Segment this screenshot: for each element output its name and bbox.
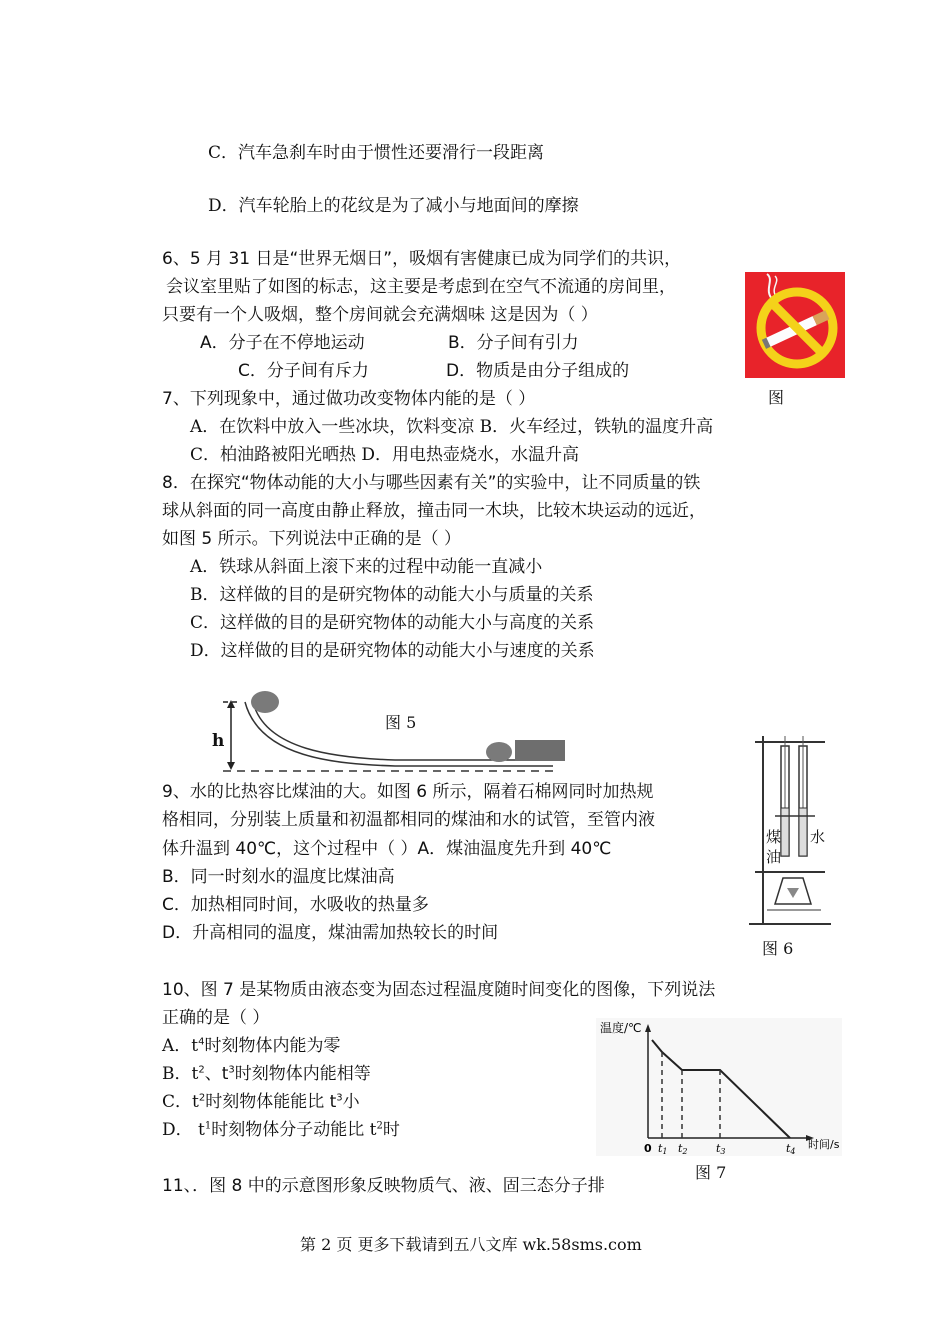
figure-6-kerosene-label-2: 油 <box>766 848 782 866</box>
q7-options-ab: A．在饮料中放入一些冰块，饮料变凉 B．火车经过，铁轨的温度升高 <box>190 417 714 437</box>
q8-option-a: A．铁球从斜面上滚下来的过程中动能一直减小 <box>190 557 543 577</box>
q8-option-b: B．这样做的目的是研究物体的动能大小与质量的关系 <box>190 585 594 605</box>
figure-6-caption: 图 6 <box>762 939 794 958</box>
q10-option-d: D． $t^1$时刻物体分子动能比 $t^2$时 <box>162 1120 400 1140</box>
figure-6-water-label: 水 <box>810 828 826 846</box>
q8-stem-line3: 如图 5 所示。下列说法中正确的是（ ） <box>162 529 462 549</box>
q9-option-b: B．同一时刻水的温度比煤油高 <box>162 867 395 887</box>
q9-stem-line1: 9、水的比热容比煤油的大。如图 6 所示，隔着石棉网同时加热规 <box>162 782 654 802</box>
q10-option-a: A．$t^4$时刻物体内能为零 <box>162 1036 341 1056</box>
q8-stem-line1: 8．在探究“物体动能的大小与哪些因素有关”的实验中，让不同质量的铁 <box>162 473 701 493</box>
q9-stem-line2: 格相同，分别装上质量和初温都相同的煤油和水的试管，至管内液 <box>162 810 655 830</box>
q6-figure-caption: 图 <box>768 388 785 407</box>
q10-stem-line2: 正确的是（ ） <box>162 1008 270 1028</box>
q11-stem-line1: 11、．图 8 中的示意图形象反映物质气、液、固三态分子排 <box>162 1176 605 1196</box>
figure-7-origin: 0 <box>644 1142 652 1155</box>
figure-5-ramp-diagram <box>205 688 570 778</box>
q8-option-c: C．这样做的目的是研究物体的动能大小与高度的关系 <box>190 613 595 633</box>
figure-7-t4-sub: 4 <box>790 1147 796 1156</box>
figure-7-ylabel: 温度/℃ <box>600 1021 642 1035</box>
q9-stem-line3: 体升温到 40℃，这个过程中（ ）A．煤油温度先升到 40℃ <box>162 839 612 859</box>
q6-option-d: D．物质是由分子组成的 <box>446 361 630 381</box>
q9-option-d: D．升高相同的温度，煤油需加热较长的时间 <box>162 923 499 943</box>
q6-option-b: B．分子间有引力 <box>448 333 579 353</box>
q6-stem-line3: 只要有一个人吸烟，整个房间就会充满烟味 这是因为（ ） <box>162 305 598 325</box>
figure-7-caption: 图 7 <box>695 1163 727 1182</box>
figure-7-t2-sub: 2 <box>682 1147 688 1156</box>
figure-5-caption: 图 5 <box>385 713 417 732</box>
figure-6-kerosene-label-1: 煤 <box>766 828 782 846</box>
q5-option-c: C．汽车急刹车时由于惯性还要滑行一段距离 <box>208 143 545 163</box>
figure-7-t1-sub: 1 <box>662 1147 668 1156</box>
q6-stem-line1: 6、5 月 31 日是“世界无烟日”，吸烟有害健康已成为同学们的共识， <box>162 249 682 269</box>
figure-5-h-label: h <box>212 731 225 751</box>
q10-option-b: B．$t^2$、$t^3$时刻物体内能相等 <box>162 1064 371 1084</box>
figure-7-t2: t <box>678 1142 683 1155</box>
q10-option-c: C．$t^2$时刻物体能能比 $t^3$小 <box>162 1092 360 1112</box>
figure-7-t1: t <box>658 1142 663 1155</box>
q7-stem: 7、下列现象中，通过做功改变物体内能的是（ ） <box>162 389 536 409</box>
page-footer: 第 2 页 更多下载请到五八文库 wk.58sms.com <box>300 1235 642 1254</box>
q7-options-cd: C．柏油路被阳光晒热 D．用电热壶烧水，水温升高 <box>190 445 580 465</box>
q10-stem-line1: 10、图 7 是某物质由液态变为固态过程温度随时间变化的图像，下列说法 <box>162 980 716 1000</box>
figure-7-cooling-graph <box>596 1018 842 1156</box>
figure-7-t3-sub: 3 <box>720 1147 726 1156</box>
figure-7-t3: t <box>716 1142 721 1155</box>
figure-7-xlabel: 时间/s <box>808 1138 840 1151</box>
figure-7-t4: t <box>786 1142 791 1155</box>
no-smoking-sign <box>745 272 845 378</box>
q6-option-a: A．分子在不停地运动 <box>200 333 365 353</box>
q5-option-d: D．汽车轮胎上的花纹是为了减小与地面间的摩擦 <box>208 196 579 216</box>
no-smoking-icon <box>745 272 845 378</box>
q8-stem-line2: 球从斜面的同一高度由静止释放，撞击同一木块，比较木块运动的远近， <box>162 501 706 521</box>
q8-option-d: D．这样做的目的是研究物体的动能大小与速度的关系 <box>190 641 595 661</box>
q6-option-c: C．分子间有斥力 <box>238 361 369 381</box>
q9-option-c: C．加热相同时间，水吸收的热量多 <box>162 895 429 915</box>
q6-stem-line2: 会议室里贴了如图的标志，这主要是考虑到在空气不流通的房间里， <box>166 277 676 297</box>
